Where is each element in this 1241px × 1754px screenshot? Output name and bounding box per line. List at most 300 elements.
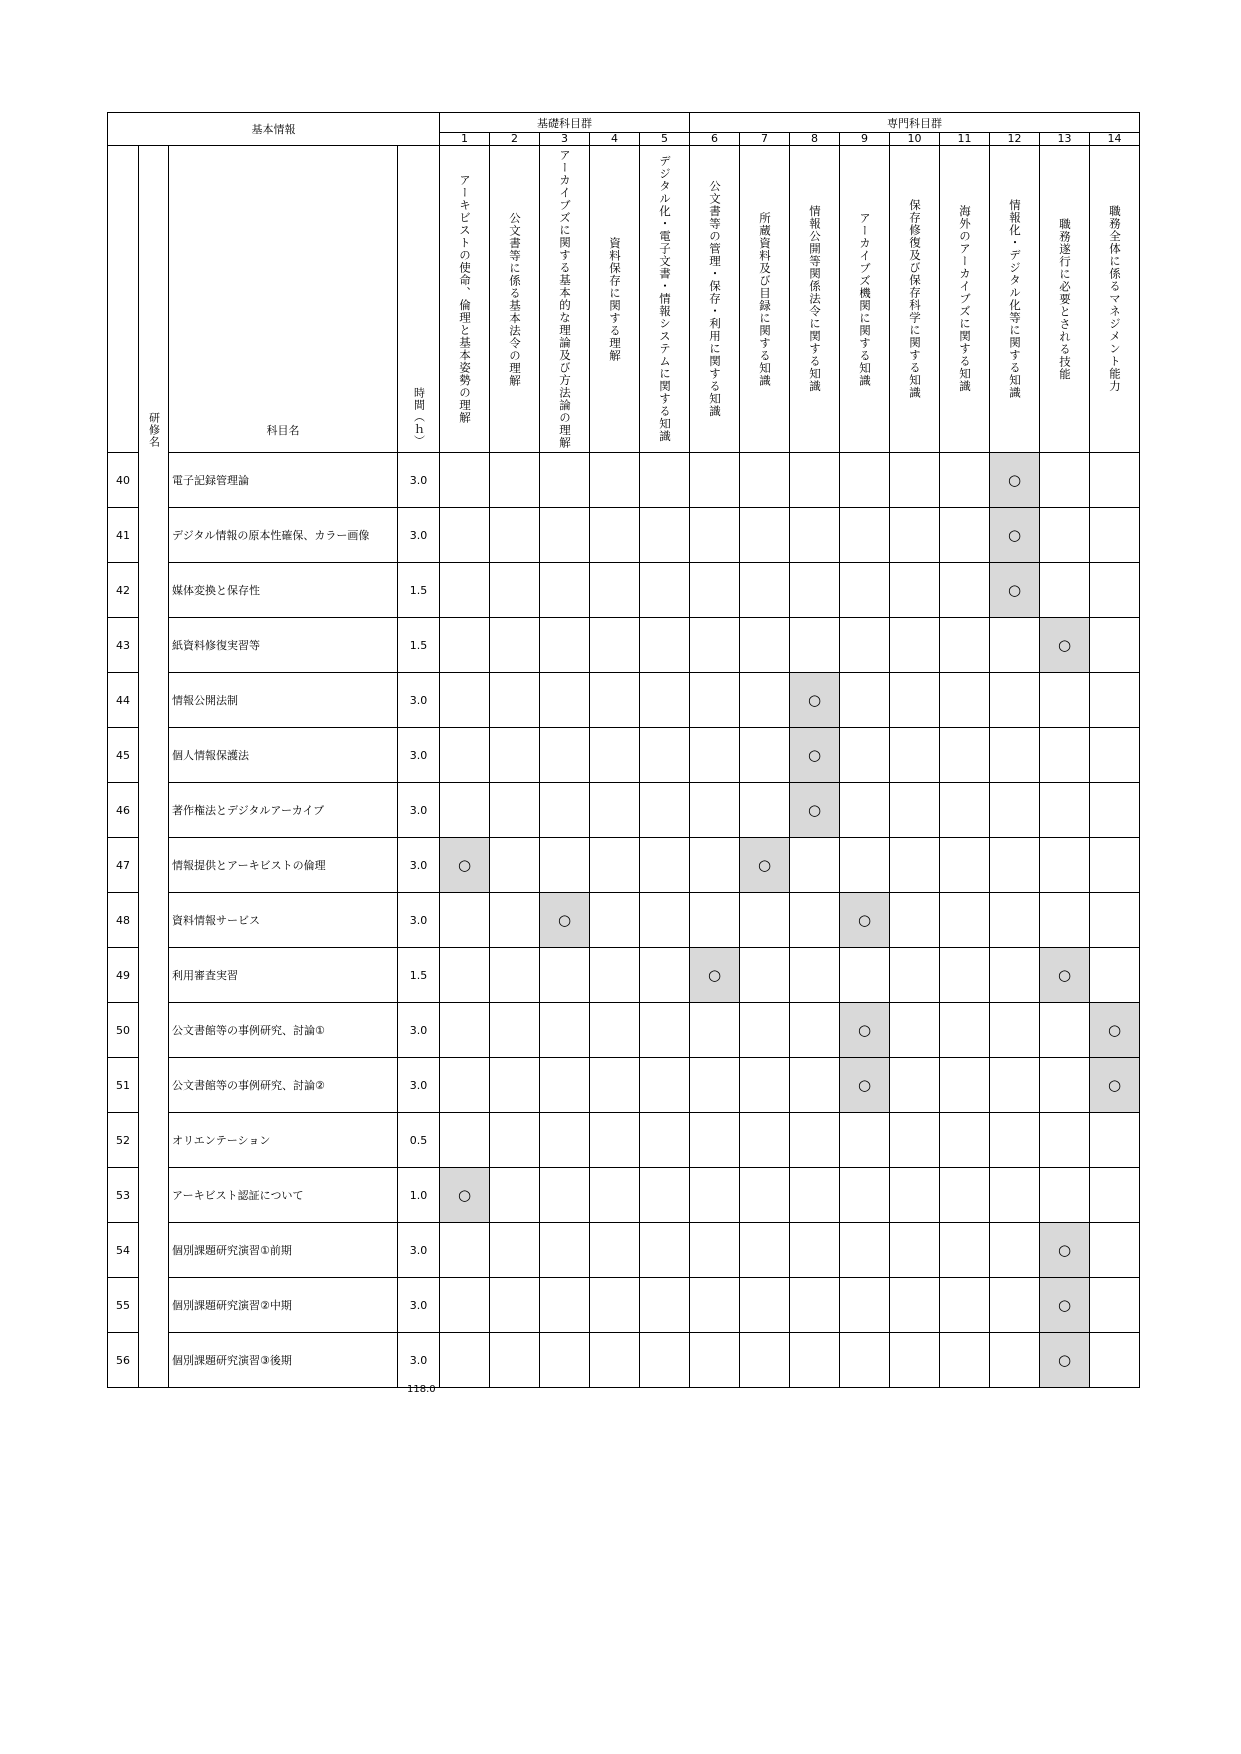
subject-name: 利用審査実習 (169, 948, 398, 1003)
subject-name: 情報提供とアーキビストの倫理 (169, 838, 398, 893)
column-label-1 (440, 146, 490, 453)
empty-cell (1090, 563, 1140, 618)
empty-cell (890, 508, 940, 563)
total-hours: 118.0 (407, 1384, 436, 1395)
subject-name: 個別課題研究演習①前期 (169, 1223, 398, 1278)
empty-cell (740, 1333, 790, 1388)
kenshu-cell (139, 1223, 169, 1278)
hours-value: 1.5 (398, 948, 440, 1003)
circle-mark-icon: ○ (807, 801, 822, 819)
empty-cell (790, 618, 840, 673)
circle-mark-icon: ○ (457, 1186, 472, 1204)
empty-cell (940, 1113, 990, 1168)
empty-cell (440, 1333, 490, 1388)
hours-value: 3.0 (398, 1278, 440, 1333)
empty-cell (790, 563, 840, 618)
column-label-text: 公文書等に係る基本法令の理解 (508, 211, 522, 387)
empty-cell (940, 838, 990, 893)
empty-cell (840, 453, 890, 508)
empty-cell (440, 783, 490, 838)
empty-cell (440, 673, 490, 728)
empty-cell (940, 728, 990, 783)
empty-cell (490, 1113, 540, 1168)
empty-cell (990, 783, 1040, 838)
empty-cell (990, 1058, 1040, 1113)
empty-cell (890, 1058, 940, 1113)
empty-cell (590, 673, 640, 728)
table-row (108, 1168, 1140, 1223)
empty-cell (740, 728, 790, 783)
empty-cell (490, 1223, 540, 1278)
empty-cell (940, 1223, 990, 1278)
empty-cell (840, 1168, 890, 1223)
table-row (108, 453, 1140, 508)
column-number-11: 11 (940, 133, 990, 146)
empty-cell (1090, 453, 1140, 508)
empty-cell (540, 453, 590, 508)
empty-cell (990, 838, 1040, 893)
empty-cell (590, 1278, 640, 1333)
empty-cell (740, 673, 790, 728)
kenshu-cell (139, 1113, 169, 1168)
empty-cell (540, 1058, 590, 1113)
circle-mark-icon: ○ (857, 911, 872, 929)
subject-name: 個別課題研究演習②中期 (169, 1278, 398, 1333)
empty-cell (440, 1058, 490, 1113)
kenshu-cell (139, 1058, 169, 1113)
empty-cell (640, 1003, 690, 1058)
column-label-text: 情報化・デジタル化等に関する知識 (1008, 199, 1022, 399)
empty-cell (990, 618, 1040, 673)
row-number: 47 (108, 838, 139, 893)
empty-cell (1090, 1333, 1140, 1388)
empty-cell (440, 728, 490, 783)
empty-cell (540, 618, 590, 673)
column-label-2 (490, 146, 540, 453)
empty-cell (440, 453, 490, 508)
empty-cell (940, 1278, 990, 1333)
circle-mark-icon: ○ (1007, 526, 1022, 544)
empty-cell (690, 1058, 740, 1113)
empty-cell (490, 948, 540, 1003)
kenshu-cell (139, 508, 169, 563)
mark-cell (440, 1168, 490, 1223)
empty-cell (790, 948, 840, 1003)
hours-value: 3.0 (398, 1003, 440, 1058)
column-number-2: 2 (490, 133, 540, 146)
row-number: 54 (108, 1223, 139, 1278)
kenshu-cell (139, 1278, 169, 1333)
circle-mark-icon: ○ (557, 911, 572, 929)
empty-cell (590, 1168, 640, 1223)
empty-cell (890, 563, 940, 618)
empty-cell (990, 728, 1040, 783)
mark-cell (840, 1003, 890, 1058)
empty-cell (990, 1333, 1040, 1388)
empty-cell (740, 1168, 790, 1223)
empty-cell (940, 453, 990, 508)
column-label-5 (640, 146, 690, 453)
table-row (108, 1278, 1140, 1333)
table-row (108, 838, 1140, 893)
column-label-9 (840, 146, 890, 453)
empty-cell (440, 1223, 490, 1278)
empty-cell (590, 508, 640, 563)
empty-cell (1040, 1058, 1090, 1113)
empty-cell (490, 893, 540, 948)
mark-cell (840, 893, 890, 948)
empty-cell (590, 893, 640, 948)
empty-cell (690, 453, 740, 508)
empty-cell (1090, 1168, 1140, 1223)
empty-cell (640, 1278, 690, 1333)
row-number: 45 (108, 728, 139, 783)
empty-cell (840, 673, 890, 728)
subject-name: 情報公開法制 (169, 673, 398, 728)
empty-cell (590, 948, 640, 1003)
empty-cell (640, 563, 690, 618)
table-row (108, 508, 1140, 563)
column-number-13: 13 (1040, 133, 1090, 146)
circle-mark-icon: ○ (807, 691, 822, 709)
empty-cell (790, 1168, 840, 1223)
empty-cell (490, 1333, 540, 1388)
empty-cell (990, 1168, 1040, 1223)
column-label-13 (1040, 146, 1090, 453)
empty-cell (490, 453, 540, 508)
empty-cell (890, 1003, 940, 1058)
empty-cell (590, 1058, 640, 1113)
empty-cell (1090, 838, 1140, 893)
row-number: 44 (108, 673, 139, 728)
row-number: 55 (108, 1278, 139, 1333)
mark-cell (990, 453, 1040, 508)
kiso-group-header: 基礎科目群 (440, 113, 690, 133)
empty-cell (890, 783, 940, 838)
empty-cell (890, 1278, 940, 1333)
row-number: 41 (108, 508, 139, 563)
empty-cell (490, 783, 540, 838)
column-number-4: 4 (590, 133, 640, 146)
row-number: 56 (108, 1333, 139, 1388)
subject-name: 公文書館等の事例研究、討論② (169, 1058, 398, 1113)
table-row (108, 783, 1140, 838)
column-number-1: 1 (440, 133, 490, 146)
empty-cell (990, 1278, 1040, 1333)
mark-cell (790, 728, 840, 783)
empty-cell (540, 673, 590, 728)
empty-cell (990, 1113, 1040, 1168)
empty-cell (440, 893, 490, 948)
mark-cell (1090, 1058, 1140, 1113)
column-label-text: 保存修復及び保存科学に関する知識 (908, 199, 922, 399)
table-row (108, 618, 1140, 673)
empty-cell (1090, 1113, 1140, 1168)
empty-cell (1040, 563, 1090, 618)
empty-cell (790, 453, 840, 508)
row-number: 46 (108, 783, 139, 838)
hours-value: 3.0 (398, 783, 440, 838)
circle-mark-icon: ○ (757, 856, 772, 874)
table-row (108, 1333, 1140, 1388)
circle-mark-icon: ○ (1107, 1076, 1122, 1094)
subject-name: アーキビスト認証について (169, 1168, 398, 1223)
table-row (108, 563, 1140, 618)
empty-cell (740, 1058, 790, 1113)
mark-cell (690, 948, 740, 1003)
empty-cell (590, 783, 640, 838)
empty-cell (590, 1333, 640, 1388)
kenshu-cell (139, 948, 169, 1003)
circle-mark-icon: ○ (1007, 471, 1022, 489)
column-label-text: アーカイブズに関する基本的な理論及び方法論の理解 (558, 149, 572, 449)
empty-cell (690, 673, 740, 728)
table-row (108, 948, 1140, 1003)
empty-cell (440, 618, 490, 673)
empty-cell (840, 1113, 890, 1168)
column-number-9: 9 (840, 133, 890, 146)
empty-cell (940, 618, 990, 673)
empty-cell (640, 783, 690, 838)
empty-cell (640, 618, 690, 673)
empty-cell (1090, 783, 1140, 838)
empty-cell (640, 1333, 690, 1388)
circle-mark-icon: ○ (1057, 1241, 1072, 1259)
empty-cell (540, 1278, 590, 1333)
kenshu-cell (139, 893, 169, 948)
column-label-text: 公文書等の管理・保存・利用に関する知識 (708, 180, 722, 418)
empty-cell (640, 453, 690, 508)
empty-cell (640, 893, 690, 948)
empty-cell (490, 1168, 540, 1223)
empty-cell (540, 563, 590, 618)
kenshu-cell (139, 563, 169, 618)
row-number: 53 (108, 1168, 139, 1223)
empty-cell (690, 1003, 740, 1058)
empty-cell (590, 1223, 640, 1278)
subject-name: 電子記録管理論 (169, 453, 398, 508)
row-number: 49 (108, 948, 139, 1003)
mark-cell (1040, 618, 1090, 673)
column-label-text: アーカイブズ機関に関する知識 (858, 211, 872, 387)
empty-cell (840, 508, 890, 563)
empty-cell (740, 1223, 790, 1278)
column-label-text: アーキビストの使命、倫理と基本姿勢の理解 (458, 174, 472, 424)
empty-cell (490, 838, 540, 893)
empty-cell (990, 893, 1040, 948)
column-label-8 (790, 146, 840, 453)
mark-cell (790, 673, 840, 728)
empty-cell (640, 508, 690, 563)
hours-value: 3.0 (398, 453, 440, 508)
empty-cell (1090, 948, 1140, 1003)
empty-cell (1090, 618, 1140, 673)
table-row (108, 1113, 1140, 1168)
row-number: 50 (108, 1003, 139, 1058)
table-row (108, 1223, 1140, 1278)
circle-mark-icon: ○ (1057, 1296, 1072, 1314)
row-number: 51 (108, 1058, 139, 1113)
mark-cell (1040, 1333, 1090, 1388)
hours-value: 3.0 (398, 673, 440, 728)
empty-cell (690, 1278, 740, 1333)
empty-cell (1090, 673, 1140, 728)
empty-cell (840, 948, 890, 1003)
row-number-header (108, 146, 139, 453)
empty-cell (790, 1278, 840, 1333)
empty-cell (590, 728, 640, 783)
empty-cell (890, 1223, 940, 1278)
empty-cell (1040, 1168, 1090, 1223)
empty-cell (990, 673, 1040, 728)
mark-cell (840, 1058, 890, 1113)
column-label-6 (690, 146, 740, 453)
empty-cell (1090, 1278, 1140, 1333)
hours-value: 0.5 (398, 1113, 440, 1168)
empty-cell (740, 1113, 790, 1168)
column-number-7: 7 (740, 133, 790, 146)
kenshu-cell (139, 838, 169, 893)
empty-cell (540, 1113, 590, 1168)
empty-cell (1040, 1113, 1090, 1168)
empty-cell (490, 673, 540, 728)
mark-cell (990, 563, 1040, 618)
table-row (108, 893, 1140, 948)
row-number: 52 (108, 1113, 139, 1168)
empty-cell (690, 838, 740, 893)
kenshu-cell (139, 453, 169, 508)
column-label-text: 資料保存に関する理解 (608, 236, 622, 362)
circle-mark-icon: ○ (857, 1021, 872, 1039)
hours-value: 3.0 (398, 1223, 440, 1278)
curriculum-table (107, 112, 1140, 1388)
mark-cell (540, 893, 590, 948)
column-label-7 (740, 146, 790, 453)
circle-mark-icon: ○ (1007, 581, 1022, 599)
mark-cell (790, 783, 840, 838)
empty-cell (840, 563, 890, 618)
empty-cell (740, 508, 790, 563)
empty-cell (440, 563, 490, 618)
empty-cell (540, 1003, 590, 1058)
empty-cell (1090, 728, 1140, 783)
row-number: 40 (108, 453, 139, 508)
empty-cell (640, 673, 690, 728)
empty-cell (540, 838, 590, 893)
circle-mark-icon: ○ (1057, 636, 1072, 654)
empty-cell (1040, 838, 1090, 893)
subject-name: 媒体変換と保存性 (169, 563, 398, 618)
empty-cell (740, 1003, 790, 1058)
empty-cell (840, 728, 890, 783)
empty-cell (890, 453, 940, 508)
hours-value: 3.0 (398, 893, 440, 948)
empty-cell (640, 728, 690, 783)
kenshu-cell (139, 1168, 169, 1223)
kenshu-cell (139, 783, 169, 838)
mark-cell (1040, 1278, 1090, 1333)
empty-cell (940, 1168, 990, 1223)
row-number: 43 (108, 618, 139, 673)
empty-cell (790, 1333, 840, 1388)
empty-cell (940, 893, 990, 948)
circle-mark-icon: ○ (1057, 966, 1072, 984)
empty-cell (940, 783, 990, 838)
empty-cell (540, 1223, 590, 1278)
empty-cell (490, 1058, 540, 1113)
row-number: 48 (108, 893, 139, 948)
column-label-12 (990, 146, 1040, 453)
empty-cell (890, 893, 940, 948)
column-label-text: 所蔵資料及び目録に関する知識 (758, 211, 772, 387)
empty-cell (490, 1278, 540, 1333)
empty-cell (540, 1168, 590, 1223)
circle-mark-icon: ○ (457, 856, 472, 874)
empty-cell (890, 948, 940, 1003)
circle-mark-icon: ○ (1057, 1351, 1072, 1369)
column-number-14: 14 (1090, 133, 1140, 146)
empty-cell (1090, 893, 1140, 948)
subject-name: オリエンテーション (169, 1113, 398, 1168)
empty-cell (840, 1333, 890, 1388)
column-label-text: 職務遂行に必要とされる技能 (1058, 217, 1072, 381)
empty-cell (690, 1168, 740, 1223)
column-label-text: 海外のアーカイブズに関する知識 (958, 205, 972, 393)
subject-name: デジタル情報の原本性確保、カラー画像 (169, 508, 398, 563)
column-label-text: デジタル化・電子文書・情報システムに関する知識 (658, 155, 672, 443)
empty-cell (490, 728, 540, 783)
mark-cell (440, 838, 490, 893)
kenshu-cell (139, 1003, 169, 1058)
empty-cell (590, 563, 640, 618)
column-label-text: 職務全体に係るマネジメント能力 (1108, 205, 1122, 393)
empty-cell (790, 1003, 840, 1058)
subject-name: 資料情報サービス (169, 893, 398, 948)
empty-cell (790, 1223, 840, 1278)
empty-cell (1040, 1003, 1090, 1058)
empty-cell (490, 1003, 540, 1058)
empty-cell (1040, 508, 1090, 563)
empty-cell (690, 1113, 740, 1168)
empty-cell (890, 1333, 940, 1388)
empty-cell (690, 618, 740, 673)
table-row (108, 673, 1140, 728)
empty-cell (590, 453, 640, 508)
empty-cell (640, 1223, 690, 1278)
empty-cell (790, 838, 840, 893)
column-label-14 (1090, 146, 1140, 453)
empty-cell (690, 893, 740, 948)
basic-info-header: 基本情報 (108, 113, 440, 146)
empty-cell (490, 563, 540, 618)
empty-cell (940, 563, 990, 618)
table-row (108, 1003, 1140, 1058)
empty-cell (940, 1058, 990, 1113)
hours-header: 時間（ｈ） (398, 146, 440, 453)
hours-value: 3.0 (398, 1058, 440, 1113)
empty-cell (990, 948, 1040, 1003)
empty-cell (440, 1113, 490, 1168)
mark-cell (1040, 1223, 1090, 1278)
empty-cell (640, 1113, 690, 1168)
column-number-8: 8 (790, 133, 840, 146)
empty-cell (440, 508, 490, 563)
empty-cell (740, 893, 790, 948)
empty-cell (990, 1223, 1040, 1278)
column-number-5: 5 (640, 133, 690, 146)
empty-cell (1040, 673, 1090, 728)
empty-cell (690, 783, 740, 838)
